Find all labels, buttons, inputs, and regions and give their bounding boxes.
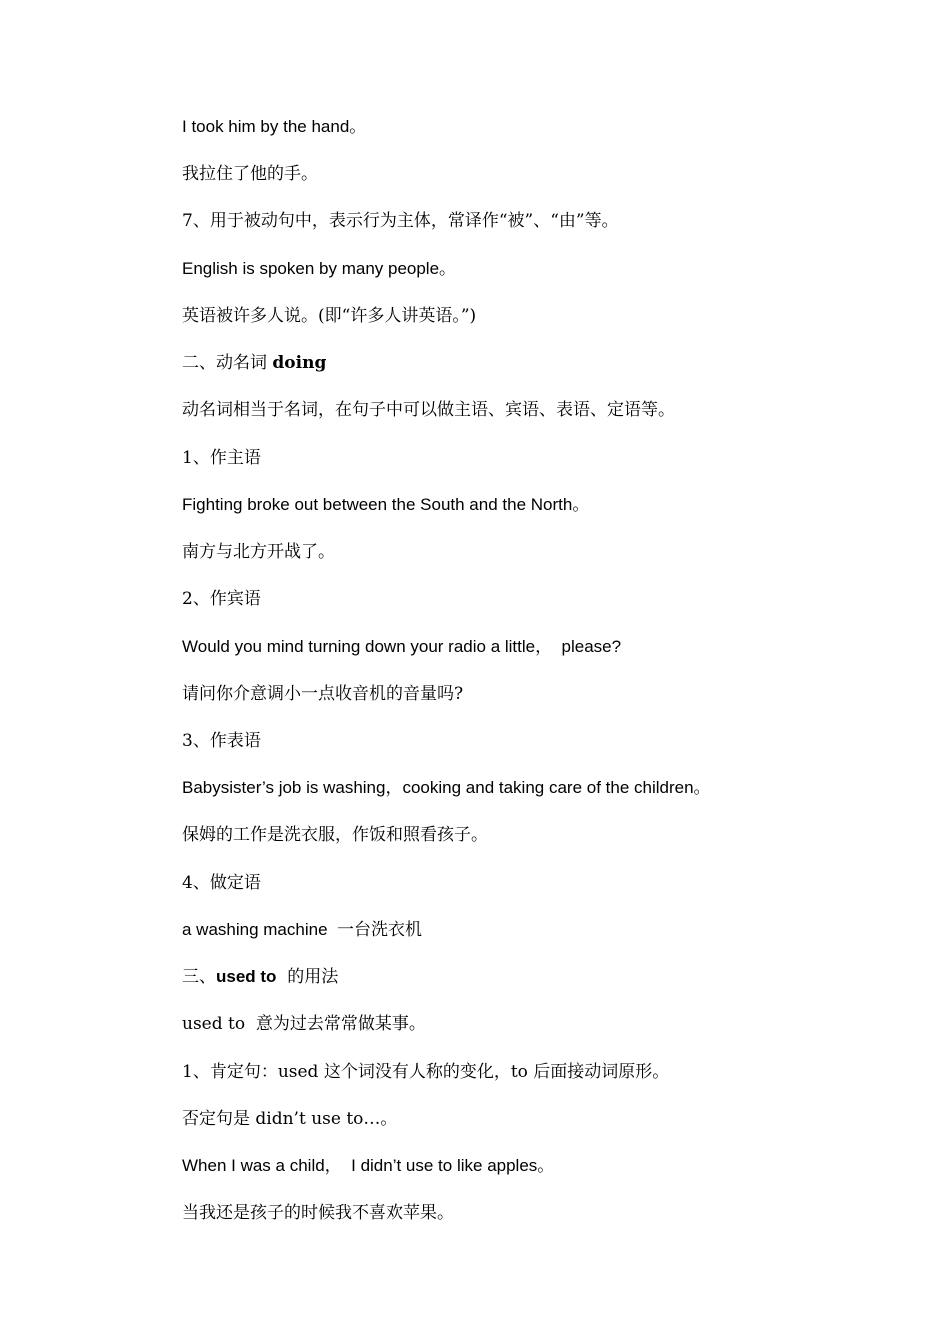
document-page <box>182 0 882 1344</box>
text-line: 1、肯定句：used 这个词没有人称的变化，to 后面接动词原形。 <box>182 1062 670 1082</box>
text-line: 我拉住了他的手。 <box>182 164 318 184</box>
text-line: 1、作主语 <box>182 448 261 468</box>
text-line: used to 意为过去常常做某事。 <box>182 1014 426 1034</box>
text-line: When I was a child， I didn’t use to like apples。 <box>182 1156 555 1175</box>
text-line: I took him by the hand。 <box>182 117 367 136</box>
section-heading <box>182 351 326 375</box>
text-line: 4、做定语 <box>182 873 261 893</box>
heading-term: doing <box>272 353 327 373</box>
text-line: English is spoken by many people。 <box>182 259 457 278</box>
text-line: 否定句是 didn’t use to…。 <box>182 1109 398 1129</box>
heading-suffix: 的用法 <box>276 967 339 987</box>
text-line: a washing machine 一台洗衣机 <box>182 920 422 939</box>
heading-term: used to <box>216 967 277 986</box>
text-line: 南方与北方开战了。 <box>182 542 335 562</box>
text-line: 2、作宾语 <box>182 589 261 609</box>
text-line: Would you mind turning down your radio a little， please? <box>182 637 622 656</box>
text-line: 动名词相当于名词，在句子中可以做主语、宾语、表语、定语等。 <box>182 400 675 420</box>
text-line: 当我还是孩子的时候我不喜欢苹果。 <box>182 1203 454 1223</box>
text-line: 3、作表语 <box>182 731 261 751</box>
text-line: 英语被许多人说。(即“许多人讲英语。”) <box>182 306 477 326</box>
heading-prefix: 三、 <box>182 967 216 987</box>
text-line: 保姆的工作是洗衣服，作饭和照看孩子。 <box>182 825 488 845</box>
heading-prefix: 二、动名词 <box>182 353 273 373</box>
text-line: 请问你介意调小一点收音机的音量吗? <box>182 684 464 704</box>
text-line: Fighting broke out between the South and the North。 <box>182 495 590 514</box>
text-line: 7、用于被动句中，表示行为主体，常译作“被”、“由”等。 <box>182 211 619 231</box>
text-line: Babysister’s job is washing，cooking and taking care of the children。 <box>182 778 711 797</box>
section-heading <box>182 965 338 989</box>
